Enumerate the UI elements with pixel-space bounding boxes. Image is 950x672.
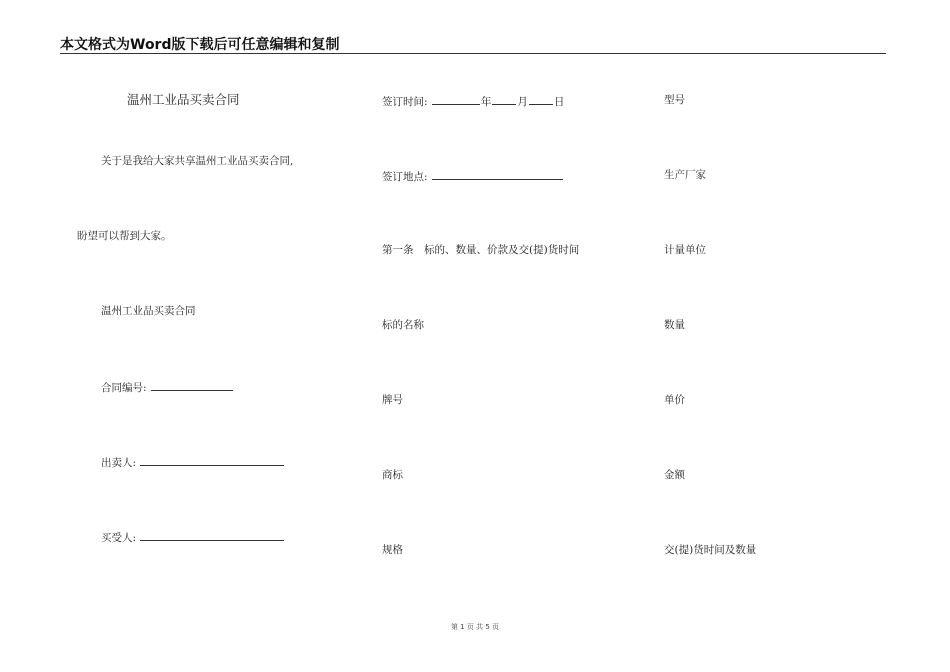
- delivery-label: 交(提)货时间及数量: [664, 544, 757, 556]
- year-blank: [432, 93, 480, 105]
- trademark-label: 商标: [382, 469, 403, 481]
- day-blank: [529, 93, 553, 105]
- sign-time-row: [382, 93, 564, 109]
- article-1-heading: 第一条 标的、数量、价款及交(提)货时间: [382, 244, 580, 256]
- page-suffix: 页: [492, 623, 500, 631]
- month-blank: [492, 93, 516, 105]
- sign-place-row: [382, 168, 564, 184]
- contract-number-label: 合同编号:: [101, 382, 147, 394]
- header-title: 本文格式为Word版下载后可任意编辑和复制: [60, 37, 340, 53]
- page-total: 5: [485, 623, 490, 631]
- sign-place-blank: [432, 168, 563, 180]
- unit-label: 计量单位: [664, 244, 706, 256]
- page-middle: 页 共: [466, 623, 484, 631]
- manufacturer-label: 生产厂家: [664, 169, 706, 181]
- model-label: 型号: [664, 94, 685, 106]
- intro-line-2: 盼望可以帮到大家。: [77, 230, 172, 242]
- seller-label: 出卖人:: [101, 457, 137, 469]
- contract-number-blank: [151, 379, 233, 391]
- contract-subtitle: 温州工业品买卖合同: [101, 305, 196, 317]
- page-footer: [0, 622, 950, 632]
- item-name-label: 标的名称: [382, 319, 424, 331]
- buyer-row: [101, 529, 285, 545]
- seller-row: [101, 454, 285, 470]
- unit-price-label: 单价: [664, 394, 685, 406]
- spec-label: 规格: [382, 544, 403, 556]
- buyer-label: 买受人:: [101, 532, 137, 544]
- sign-place-label: 签订地点:: [382, 171, 428, 183]
- year-label: 年: [480, 96, 492, 108]
- intro-line-1: 关于是我给大家共享温州工业品买卖合同,: [101, 155, 294, 167]
- quantity-label: 数量: [664, 319, 685, 331]
- page-prefix: 第: [450, 623, 458, 631]
- amount-label: 金额: [664, 469, 685, 481]
- day-label: 日: [553, 96, 565, 108]
- page-header: [60, 33, 886, 54]
- page-current: 1: [460, 623, 465, 631]
- sign-time-label: 签订时间:: [382, 96, 428, 108]
- month-label: 月: [517, 96, 528, 108]
- contract-number-row: [101, 379, 234, 395]
- buyer-blank: [140, 529, 284, 541]
- document-title: 温州工业品买卖合同: [127, 92, 240, 107]
- brand-label: 牌号: [382, 394, 403, 406]
- seller-blank: [140, 454, 284, 466]
